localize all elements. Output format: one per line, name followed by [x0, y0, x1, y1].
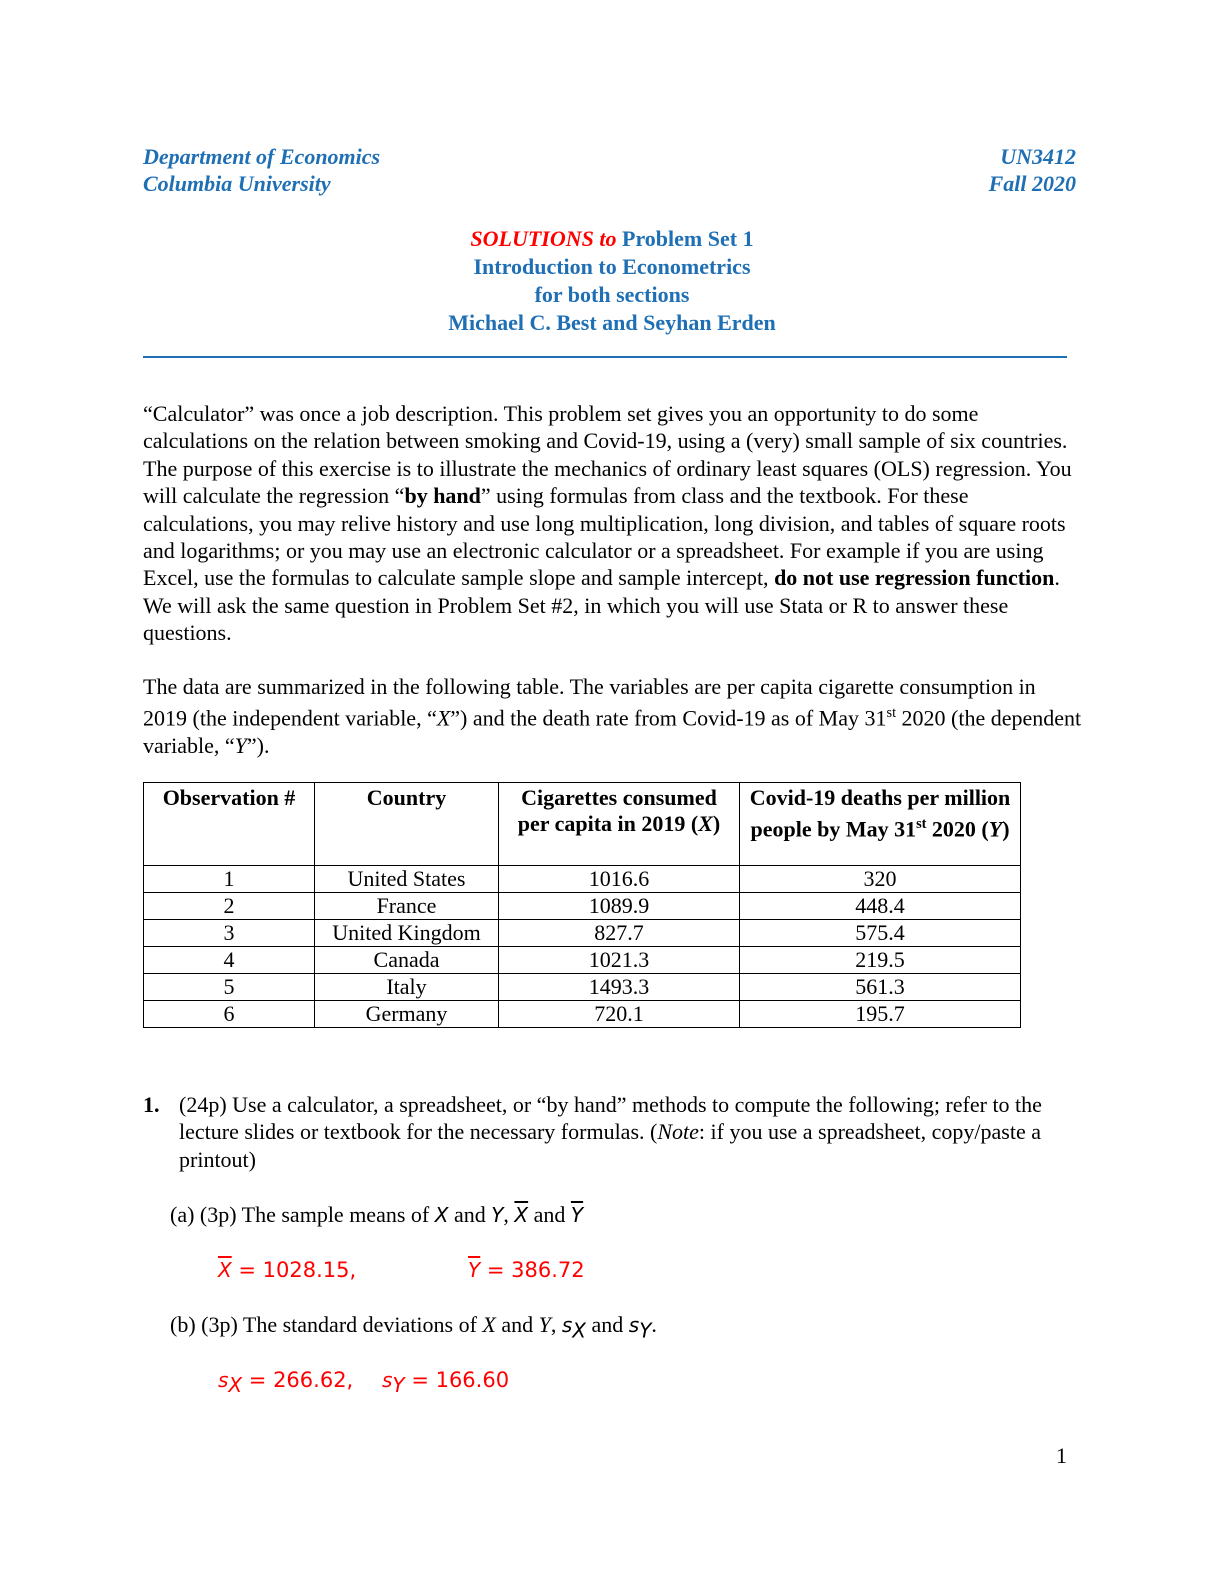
document-title: [0, 225, 1224, 337]
cell-country: Italy: [315, 974, 499, 1001]
term: Fall 2020: [988, 171, 1076, 196]
var-x: X: [436, 705, 451, 731]
header-country: Country: [315, 783, 499, 866]
problem-set-label: Problem Set 1: [622, 226, 754, 251]
cell-deaths: 575.4: [740, 920, 1021, 947]
cell-country: United Kingdom: [315, 920, 499, 947]
course-title: Introduction to Econometrics: [473, 254, 751, 279]
cell-observation: 5: [144, 974, 315, 1001]
question-1: [143, 1091, 1063, 1173]
title-divider: [143, 356, 1067, 358]
question-1-text: (24p) Use a calculator, a spreadsheet, or “by hand” methods to compute the following; refer to the lecture slides or textbook for the necessary formulas. (Note: if you use a spreadsheet, copy/paste a printout): [179, 1092, 1042, 1172]
table-row: [144, 974, 1021, 1001]
page-number: 1: [1056, 1443, 1067, 1468]
header-left: [143, 143, 380, 197]
ordinal-sup: st: [886, 705, 897, 722]
answer-xbar: $\overline{X} = 1028.15$,: [218, 1258, 357, 1282]
intro-bold-1: by hand: [404, 483, 481, 509]
cell-cigarettes: 720.1: [499, 1001, 740, 1028]
header-right: [989, 143, 1076, 197]
cell-observation: 3: [144, 920, 315, 947]
cell-observation: 4: [144, 947, 315, 974]
cell-observation: 1: [144, 866, 315, 893]
data-table: [143, 782, 1021, 1028]
question-1a: (a) (3p) The sample means of X and Y, $\overline{X}$ and $\overline{Y}$: [170, 1202, 584, 1227]
intro-bold-2: do not use regression function: [774, 565, 1055, 591]
data-intro-text-4: ”).: [246, 733, 270, 759]
table-row: [144, 920, 1021, 947]
data-intro-paragraph: [143, 673, 1083, 760]
intro-text-2: ” using formulas from class and the textbook. For these calculations, you may relive history and use long multiplication, long division, and tables of square roots and logarithms; or you may use an electronic calculator or a spreadsheet. For example if you are using Excel, use the formulas to calculate sample slope and sample intercept,: [143, 483, 1066, 591]
table-row: [144, 893, 1021, 920]
question-1b: (b) (3p) The standard deviations of X and Y, $s_X$ and $s_Y$.: [170, 1312, 657, 1343]
table-header-row: [144, 783, 1021, 866]
cell-deaths: 195.7: [740, 1001, 1021, 1028]
solutions-label: SOLUTIONS to: [470, 226, 617, 251]
answer-ybar: $\overline{Y} = 386.72$: [468, 1258, 585, 1282]
table-row: [144, 866, 1021, 893]
cell-country: United States: [315, 866, 499, 893]
course-code: UN3412: [1000, 144, 1076, 169]
table-row: [144, 1001, 1021, 1028]
data-intro-text-2: ”) and the death rate from Covid-19 as of May 31: [450, 705, 887, 731]
cell-country: Canada: [315, 947, 499, 974]
department-name: Department of Economics: [143, 144, 381, 169]
intro-text-3: . We will ask the same question in Problem Set #2, in which you will use Stata or R to answer these questions.: [143, 565, 1060, 646]
var-y: Y: [234, 733, 247, 759]
cell-cigarettes: 1021.3: [499, 947, 740, 974]
cell-cigarettes: 1016.6: [499, 866, 740, 893]
header-deaths: Covid-19 deaths per million people by May 31st 2020 (Y): [740, 783, 1021, 866]
cell-cigarettes: 827.7: [499, 920, 740, 947]
cell-country: France: [315, 893, 499, 920]
intro-text-1: “Calculator” was once a job description. This problem set gives you an opportunity to do some calculations on the relation between smoking and Covid-19, using a (very) small sample of six countries. The purpose of this exercise is to illustrate the mechanics of ordinary least squares (OLS) regression. You will calculate the regression “: [143, 401, 1072, 509]
authors: Michael C. Best and Seyhan Erden: [448, 310, 776, 335]
cell-cigarettes: 1493.3: [499, 974, 740, 1001]
cell-country: Germany: [315, 1001, 499, 1028]
data-intro-text-3: 2020 (the dependent variable, “: [143, 705, 1082, 759]
cell-deaths: 219.5: [740, 947, 1021, 974]
header-observation: Observation #: [144, 783, 315, 866]
table-row: [144, 947, 1021, 974]
answer-sy: $s_Y = 166.60$: [382, 1368, 510, 1398]
cell-deaths: 561.3: [740, 974, 1021, 1001]
cell-deaths: 448.4: [740, 893, 1021, 920]
question-number: 1.: [143, 1092, 160, 1117]
header-cigarettes: Cigarettes consumed per capita in 2019 (X): [499, 783, 740, 866]
university-name: Columbia University: [143, 171, 331, 196]
sections-line: for both sections: [534, 282, 690, 307]
data-intro-text-1: The data are summarized in the following table. The variables are per capita cigarette consumption in 2019 (the independent variable, “: [143, 674, 1036, 731]
cell-observation: 2: [144, 893, 315, 920]
intro-paragraph: [143, 400, 1083, 647]
cell-observation: 6: [144, 1001, 315, 1028]
cell-cigarettes: 1089.9: [499, 893, 740, 920]
cell-deaths: 320: [740, 866, 1021, 893]
answer-sx: $s_X = 266.62$,: [218, 1368, 354, 1398]
